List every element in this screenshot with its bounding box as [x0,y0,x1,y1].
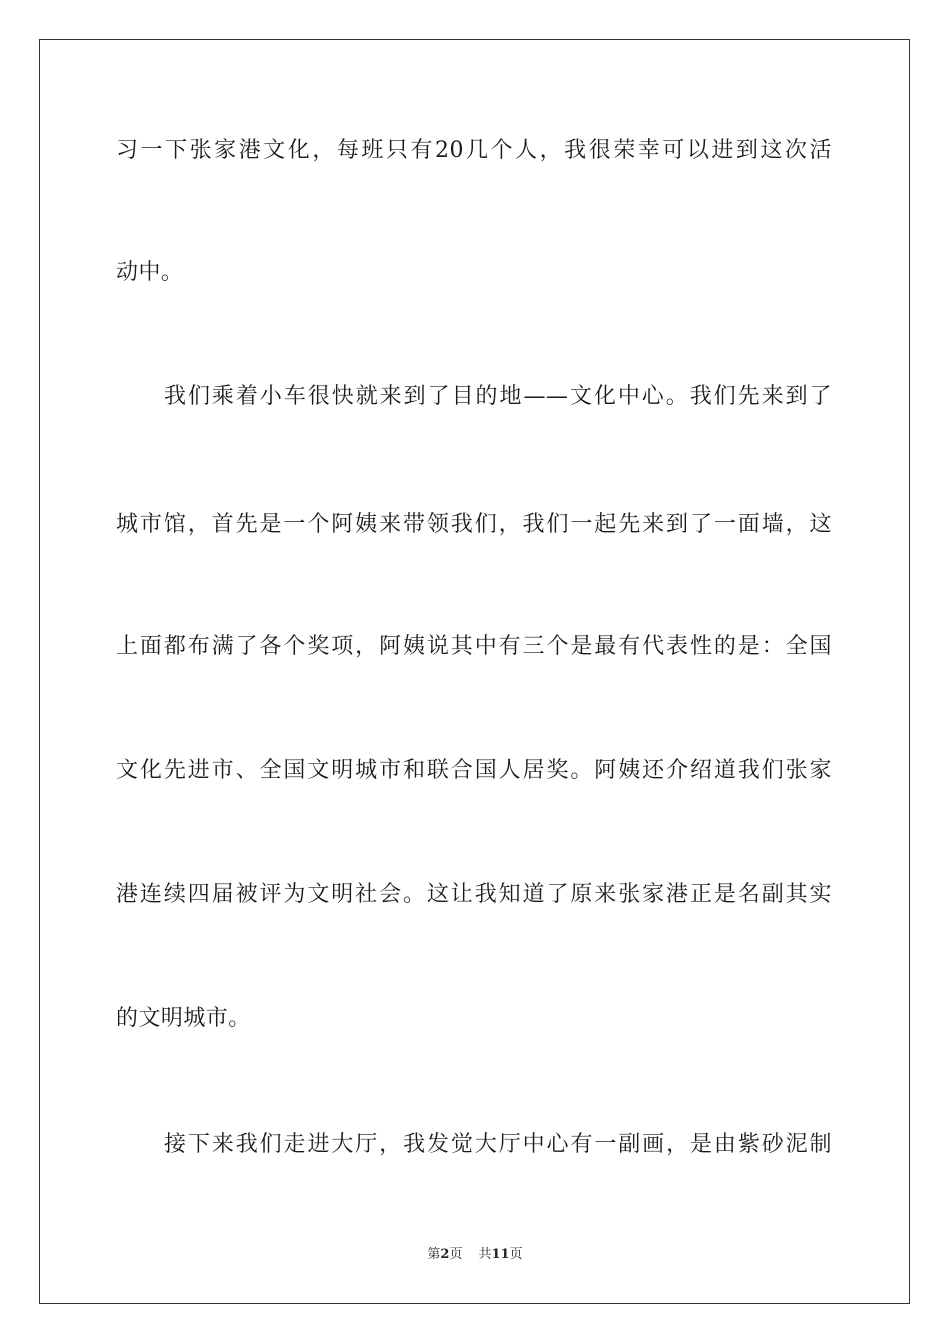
page-prefix: 第 [427,1247,441,1262]
page-footer [0,1246,950,1264]
page-number: 2 [440,1247,450,1262]
total-suffix: 页 [509,1247,523,1262]
body-text-line: 城市馆，首先是一个阿姨来带领我们，我们一起先来到了一面墙，这 [116,512,832,537]
body-text-line: 上面都布满了各个奖项，阿姨说其中有三个是最有代表性的是：全国 [116,634,832,659]
body-text-line: 文化先进市、全国文明城市和联合国人居奖。阿姨还介绍道我们张家 [116,758,832,783]
body-text-line: 港连续四届被评为文明社会。这让我知道了原来张家港正是名副其实 [116,882,832,907]
total-pages: 11 [491,1247,510,1262]
page-frame [39,39,910,1304]
total-prefix: 共 [478,1247,492,1262]
page-suffix: 页 [449,1247,463,1262]
body-text-line: 习一下张家港文化，每班只有20几个人，我很荣幸可以进到这次活 [116,138,832,163]
body-text-line: 的文明城市。 [116,1006,251,1031]
body-text-line: 我们乘着小车很快就来到了目的地——文化中心。我们先来到了 [164,384,832,409]
body-text-line: 动中。 [116,260,184,285]
body-text-line: 接下来我们走进大厅，我发觉大厅中心有一副画，是由紫砂泥制 [164,1132,832,1157]
